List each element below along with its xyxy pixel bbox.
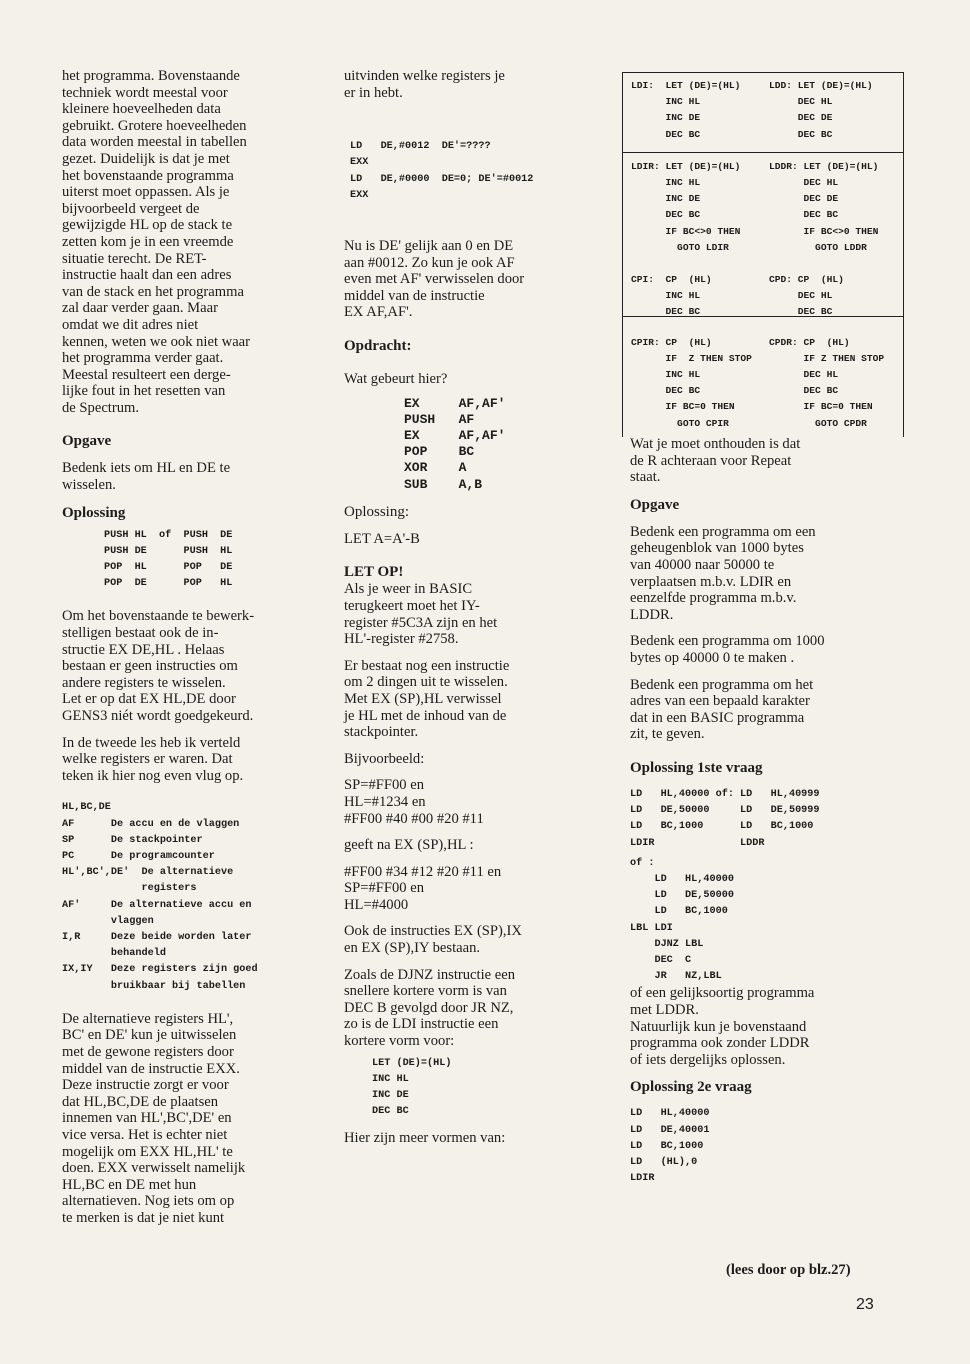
instruction-pair — [631, 159, 901, 256]
paragraph-2 — [62, 608, 324, 724]
text-line: Let er op dat EX HL,DE door — [62, 691, 236, 708]
code-line: LD BC,1000 — [630, 1140, 704, 1152]
opgave-heading: Opgave — [630, 496, 680, 513]
code-line: HL,BC,DE — [62, 802, 111, 814]
text-line: register #5C3A zijn en het — [344, 614, 498, 631]
text-line: bytes op 40000 0 te maken . — [630, 649, 795, 666]
text-line: DEC B gevolgd door JR NZ, — [344, 999, 514, 1016]
text-line: de R achteraan voor Repeat — [630, 452, 792, 469]
text-line: structie EX DE,HL . Helaas — [62, 641, 225, 658]
code-line: IF BC=0 THEN — [769, 401, 873, 413]
code-line: DEC BC — [631, 128, 701, 140]
text-line: dat in een BASIC programma — [630, 709, 805, 726]
instruction-pair — [631, 272, 901, 321]
code-line: GOTO CPDR — [769, 417, 867, 429]
text-line: gebruikt. Grotere hoeveelheden — [62, 117, 247, 134]
text-line: Nu is DE' gelijk aan 0 en DE — [344, 238, 514, 254]
code-line: POP DE POP HL — [104, 578, 233, 590]
code-line: DEC BC — [769, 209, 839, 221]
oplossing-text: LET A=A'-B — [344, 530, 420, 547]
example-before — [344, 777, 606, 827]
code-line: LD BC,1000 LD BC,1000 — [630, 821, 814, 833]
code-line: IF Z THEN STOP — [631, 352, 752, 364]
let-op-text — [344, 581, 606, 647]
text-line: gezet. Duidelijk is dat je met — [62, 150, 230, 167]
opdracht-heading: Opdracht: — [344, 337, 412, 354]
text-line: mogelijk om EXX HL,HL' te — [62, 1143, 233, 1160]
code-line: DJNZ LBL — [630, 938, 704, 950]
text-line: Bedenk een programma om een — [630, 523, 816, 540]
register-list-code — [62, 800, 324, 994]
text-line: LDDR. — [630, 606, 674, 623]
text-line: data worden meestal in tabellen — [62, 134, 247, 151]
code-line: behandeld — [62, 948, 166, 960]
code-line: DEC HL — [769, 290, 833, 302]
code-line: IX,IY Deze registers zijn goed — [62, 964, 258, 976]
text-line: teken ik hier nog even vlug op. — [62, 767, 244, 784]
code-line: PUSH DE PUSH HL — [104, 545, 233, 557]
code-line: GOTO LDDR — [769, 241, 867, 253]
code-line: LDI: LET (DE)=(HL) — [631, 80, 741, 91]
text-line: welke registers er waren. Dat — [62, 751, 233, 768]
text-line: In de tweede les heb ik verteld — [62, 734, 241, 751]
text-line: Ook de instructies EX (SP),IX — [344, 923, 522, 940]
opgave-text — [62, 460, 324, 493]
code-line: registers — [62, 883, 197, 895]
code-line: DEC HL — [769, 369, 839, 381]
oplossing-2-code — [630, 1106, 896, 1187]
text-line: het programma verder gaat. — [62, 350, 224, 367]
paragraph-3 — [62, 735, 324, 785]
text-line: van de stack en het programma — [62, 283, 244, 300]
paragraph-4 — [344, 923, 606, 956]
text-line: Bedenk iets om HL en DE te — [62, 460, 231, 477]
text-line: Bedenk een programma om 1000 — [630, 633, 825, 650]
code-line: DEC C — [630, 954, 692, 966]
ldi-code — [344, 1056, 606, 1121]
code-line: INC DE — [372, 1090, 409, 1102]
code-line: DEC BC — [769, 385, 839, 397]
paragraph-1 — [344, 68, 606, 101]
paragraph-2 — [630, 985, 896, 1068]
code-line: GOTO LDIR — [631, 241, 729, 253]
text-line: bestaan er geen instructies om — [62, 658, 238, 675]
text-line: andere registers te wisselen. — [62, 674, 226, 691]
code-line: LD DE,#0000 DE=0; DE'=#0012 — [350, 173, 534, 185]
text-line: of iets dergelijks oplossen. — [630, 1051, 786, 1068]
code-line: SP De stackpointer — [62, 834, 203, 846]
text-line: BC' en DE' kun je uitwisselen — [62, 1027, 237, 1044]
code-line: LDIR: LET (DE)=(HL) — [631, 160, 741, 172]
text-line: wisselen. — [62, 477, 116, 494]
code-line: DEC HL — [769, 177, 839, 189]
text-line: kleinere hoeveelheden data — [62, 101, 221, 118]
code-line: LDDR: LET (DE)=(HL) — [769, 160, 879, 172]
column-3 — [630, 436, 896, 1187]
code-line: I,R Deze beide worden later — [62, 932, 252, 944]
code-line: DEC DE — [769, 193, 839, 205]
instruction-left — [631, 78, 769, 143]
text-line: middel van de instructie EXX. — [62, 1060, 240, 1077]
instruction-right — [769, 159, 901, 256]
text-line: om 2 dingen uit te wisselen. — [344, 674, 508, 691]
code-line: PUSH HL of PUSH DE — [104, 529, 233, 541]
opdracht-text: Wat gebeurt hier? — [344, 370, 448, 387]
text-line: doen. EXX verwisselt namelijk — [62, 1160, 246, 1177]
text-line: terugkeert moet het IY- — [344, 597, 480, 614]
text-line: het programma. Bovenstaande — [62, 68, 240, 84]
opdracht-code — [344, 396, 606, 493]
code-line: POP BC — [404, 444, 475, 460]
text-line: dat HL,BC,DE de plaatsen — [62, 1093, 219, 1110]
text-line: Zoals de DJNZ instructie een — [344, 966, 516, 983]
opgave-3 — [630, 677, 896, 743]
column-2 — [344, 68, 606, 1147]
code-line: bruikbaar bij tabellen — [62, 980, 246, 992]
instruction-pair — [631, 335, 901, 432]
text-line: even met AF' verwisselen door — [344, 271, 525, 288]
text-line: snellere kortere vorm is van — [344, 983, 507, 1000]
text-line: er in hebt. — [344, 84, 403, 101]
text-line: alternatieven. Nog iets om op — [62, 1193, 235, 1210]
code-line: IF BC<>0 THEN — [631, 225, 741, 237]
text-line: uiterst moet oppassen. Als je — [62, 184, 230, 201]
code-line: AF' De alternatieve accu en — [62, 899, 252, 911]
code-line: LDD: LET (DE)=(HL) — [769, 80, 873, 91]
text-line: zo is de LDI instructie een — [344, 1016, 499, 1033]
text-line: innemen van HL',BC',DE' en — [62, 1110, 232, 1127]
instruction-right — [769, 272, 901, 321]
example-mid: geeft na EX (SP),HL : — [344, 837, 474, 854]
text-line: Wat je moet onthouden is dat — [630, 436, 801, 452]
code-line: IF BC=0 THEN — [631, 401, 735, 413]
opgave-2 — [630, 633, 896, 666]
text-line: te merken is dat je niet kunt — [62, 1209, 225, 1226]
paragraph-2 — [344, 238, 606, 321]
code-line: vlaggen — [62, 915, 154, 927]
text-line: instructie haalt dan een adres — [62, 267, 232, 284]
text-line: geheugenblok van 1000 bytes — [630, 540, 804, 557]
code-line: CPI: CP (HL) — [631, 274, 712, 286]
text-line: EX AF,AF'. — [344, 304, 413, 321]
text-line: kortere vorm voor: — [344, 1033, 455, 1050]
oplossing-heading: Oplossing: — [344, 503, 410, 520]
text-line: uitvinden welke registers je — [344, 68, 505, 84]
oplossing-1-code — [630, 787, 896, 852]
text-line: Bedenk een programma om het — [630, 676, 814, 693]
text-line: HL=#4000 — [344, 896, 409, 913]
text-line: De alternatieve registers HL', — [62, 1010, 234, 1027]
paragraph-3 — [344, 658, 606, 741]
text-line: staat. — [630, 469, 661, 486]
text-line: het bovenstaande programma — [62, 167, 234, 184]
text-line: Meestal resulteert een derge- — [62, 366, 231, 383]
code-line: DEC BC — [769, 306, 833, 318]
code-line: XOR A — [404, 460, 467, 476]
code-line: LD HL,40000 — [630, 873, 734, 885]
instruction-left — [631, 272, 769, 321]
text-line: eenzelfde programma m.b.v. — [630, 590, 797, 607]
text-line: aan #0012. Zo kun je ook AF — [344, 254, 515, 271]
text-line: verplaatsen m.b.v. LDIR en — [630, 573, 792, 590]
text-line: stackpointer. — [344, 724, 419, 741]
code-line: JR NZ,LBL — [630, 971, 722, 983]
text-line: #FF00 #34 #12 #20 #11 en — [344, 863, 502, 880]
code-line: INC HL — [631, 369, 701, 381]
code-line: PUSH AF — [404, 411, 475, 427]
code-line: INC HL — [631, 290, 701, 302]
text-line: SP=#FF00 en — [344, 777, 425, 794]
text-line: programma ook zonder LDDR — [630, 1035, 810, 1052]
text-line: situatie terecht. De RET- — [62, 250, 207, 267]
column-1 — [62, 68, 324, 1227]
example-after — [344, 864, 606, 914]
code-line: LDIR LDDR — [630, 837, 765, 849]
code-line: INC DE — [631, 112, 701, 124]
code-line: GOTO CPIR — [631, 417, 729, 429]
code-line: LET (DE)=(HL) — [372, 1057, 452, 1069]
text-line: HL,BC en DE met hun — [62, 1176, 197, 1193]
of-label: of : — [630, 857, 655, 869]
bijvoorbeeld-label: Bijvoorbeeld: — [344, 750, 425, 767]
code-line: INC DE — [631, 193, 701, 205]
code-line: LD BC,1000 — [630, 906, 728, 918]
code-line: DEC BC — [631, 209, 701, 221]
instruction-pair — [631, 78, 901, 143]
let-op-heading: LET OP! — [344, 564, 404, 581]
code-line: POP HL POP DE — [104, 562, 233, 574]
paragraph-5 — [344, 967, 606, 1050]
text-line: HL=#1234 en — [344, 793, 426, 810]
text-line: kennen, weten we ook niet waar — [62, 333, 251, 350]
code-line: CPDR: CP (HL) — [769, 336, 850, 348]
block-instruction-table — [622, 72, 904, 437]
code-line: DEC DE — [769, 112, 833, 124]
swap-code — [62, 528, 324, 593]
code-line: LD HL,40000 of: LD HL,40999 — [630, 788, 820, 800]
code-line: LD DE,50000 — [630, 890, 734, 902]
text-line: HL'-register #2758. — [344, 631, 459, 648]
code-line: DEC HL — [769, 96, 833, 108]
code-line: DEC BC — [769, 128, 833, 140]
text-line: lijke fout in het resetten van — [62, 383, 226, 400]
code-line: INC HL — [631, 96, 701, 108]
code-line: LDIR — [630, 1173, 655, 1185]
text-line: Om het bovenstaande te bewerk- — [62, 608, 255, 625]
text-line: techniek wordt meestal voor — [62, 84, 228, 101]
code-line: EX AF,AF' — [404, 395, 506, 411]
text-line: Met EX (SP),HL verwissel — [344, 690, 502, 707]
text-line: adres van een bepaald karakter — [630, 693, 810, 710]
opgave-1 — [630, 524, 896, 624]
code-line: CPIR: CP (HL) — [631, 336, 712, 348]
text-line: stelligen bestaat ook de in- — [62, 625, 219, 642]
text-line: je HL met de inhoud van de — [344, 707, 507, 724]
instruction-right — [769, 335, 901, 432]
oplossing-2-heading: Oplossing 2e vraag — [630, 1079, 752, 1096]
instruction-left — [631, 335, 769, 432]
code-line: EX AF,AF' — [404, 427, 506, 443]
text-line: GENS3 niét wordt goedgekeurd. — [62, 708, 254, 725]
text-line: Er bestaat nog een instructie — [344, 657, 510, 674]
exx-code — [344, 139, 606, 204]
text-line: met LDDR. — [630, 1001, 699, 1018]
instruction-right — [769, 78, 901, 143]
code-line: DEC BC — [372, 1106, 409, 1118]
text-line: Natuurlijk kun je bovenstaand — [630, 1018, 807, 1035]
code-line: DEC BC — [631, 306, 701, 318]
code-line: LD (HL),0 — [630, 1156, 698, 1168]
code-line: LD DE,50000 LD DE,50999 — [630, 805, 820, 817]
text-line: #FF00 #40 #00 #20 #11 — [344, 810, 484, 827]
code-line: LD DE,#0012 DE'=???? — [350, 141, 491, 153]
code-line: HL',BC',DE' De alternatieve — [62, 867, 234, 879]
text-line: bijvoorbeeld vergeet de — [62, 200, 200, 217]
text-line: de Spectrum. — [62, 399, 140, 416]
paragraph-1 — [630, 436, 896, 486]
text-line: met de gewone registers door — [62, 1044, 234, 1061]
instruction-left — [631, 159, 769, 256]
text-line: SP=#FF00 en — [344, 880, 425, 897]
oplossing-1-code-2 — [630, 872, 896, 985]
code-line: DEC BC — [631, 385, 701, 397]
paragraph-1 — [62, 68, 324, 416]
code-line: LD DE,40001 — [630, 1124, 710, 1136]
code-line: EXX — [350, 189, 369, 201]
code-line: EXX — [350, 157, 369, 169]
oplossing-heading: Oplossing — [62, 504, 126, 521]
code-line: LBL LDI — [630, 922, 673, 934]
text-line: vice versa. Het is echter niet — [62, 1127, 228, 1143]
text-line: middel van de instructie — [344, 287, 485, 304]
continue-note: (lees door op blz.27) — [726, 1262, 851, 1278]
text-line: Als je weer in BASIC — [344, 581, 473, 598]
text-line: Deze instructie zorgt er voor — [62, 1077, 229, 1094]
text-line: omdat we dit adres niet — [62, 316, 199, 333]
text-line: en EX (SP),IY bestaan. — [344, 940, 481, 957]
oplossing-1-heading: Oplossing 1ste vraag — [630, 759, 763, 776]
text-line: of een gelijksoortig programma — [630, 985, 815, 1002]
text-line: zal daar verder gaan. Maar — [62, 300, 218, 317]
page-number: 23 — [856, 1296, 874, 1313]
code-line: IF Z THEN STOP — [769, 352, 885, 364]
code-line: AF De accu en de vlaggen — [62, 818, 240, 830]
paragraph-4 — [62, 1011, 324, 1227]
code-line: PC De programcounter — [62, 851, 215, 863]
code-line: IF BC<>0 THEN — [769, 225, 879, 237]
code-line: INC HL — [372, 1073, 409, 1085]
code-line: SUB A,B — [404, 476, 483, 492]
code-line: CPD: CP (HL) — [769, 274, 844, 286]
code-line: LD HL,40000 — [630, 1108, 710, 1120]
text-line: zetten kom je in een vreemde — [62, 233, 234, 250]
text-line: van 40000 naar 50000 te — [630, 556, 775, 573]
text-line: zit, te geven. — [630, 726, 705, 743]
text-line: gewijzigde HL op de stack te — [62, 217, 233, 234]
opgave-heading: Opgave — [62, 433, 112, 450]
paragraph-6: Hier zijn meer vormen van: — [344, 1130, 506, 1147]
code-line: INC HL — [631, 177, 701, 189]
